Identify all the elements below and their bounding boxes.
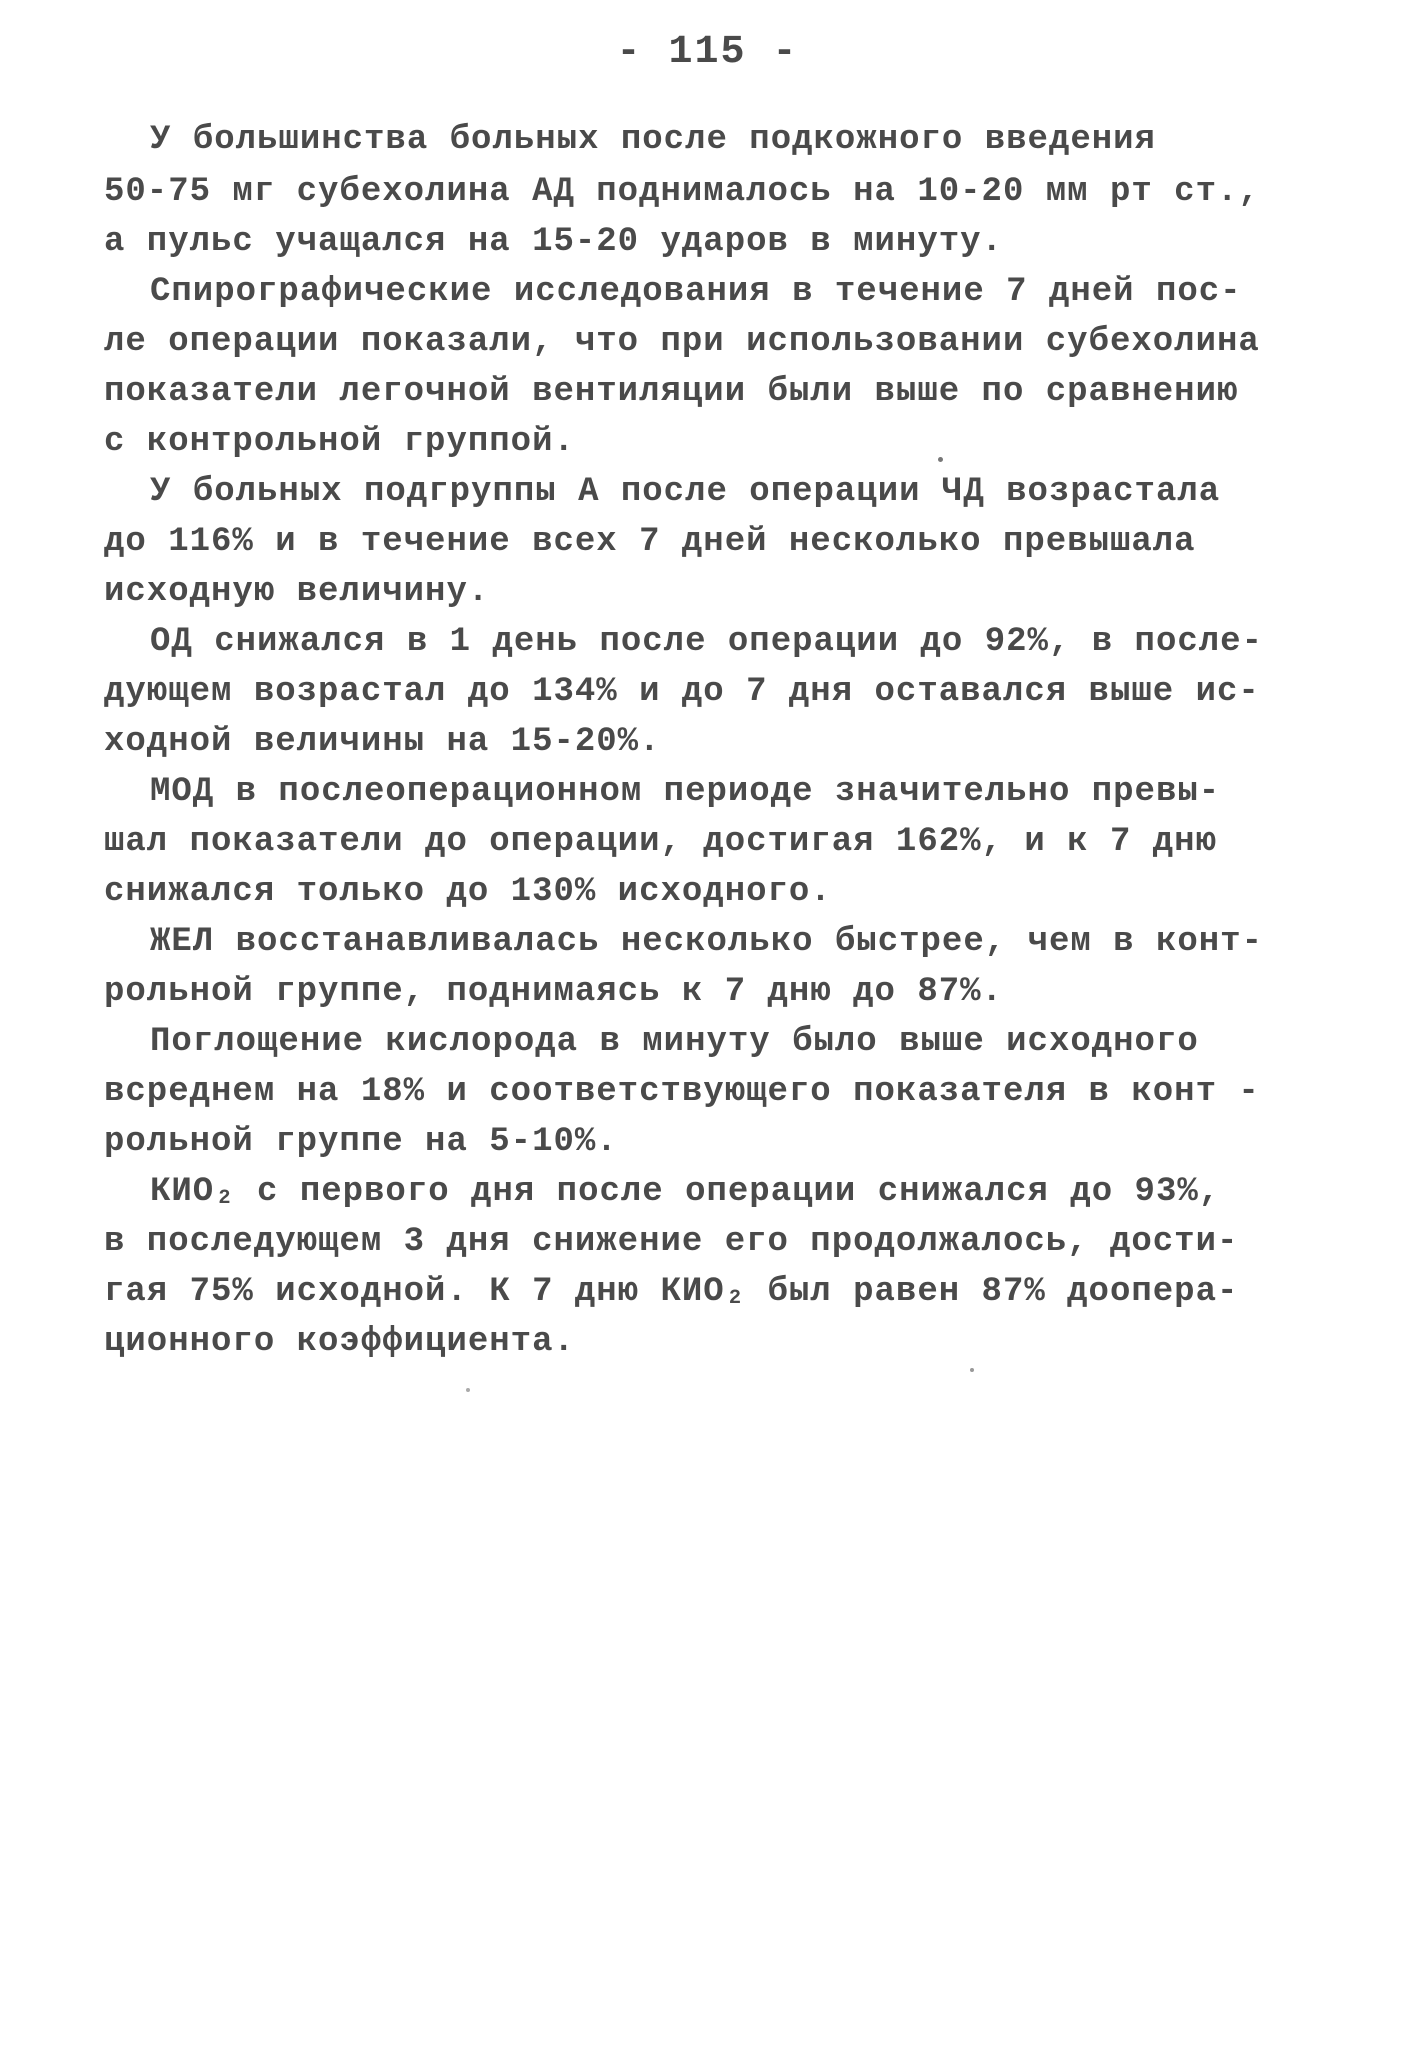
text-line: ходной величины на 15-20%. — [104, 723, 661, 761]
text-line: Поглощение кислорода в минуту было выше исходного — [150, 1023, 1199, 1061]
text-line: КИО₂ с первого дня после операции снижался до 93%, — [150, 1173, 1221, 1211]
text-line: У больных подгруппы А после операции ЧД возрастала — [150, 473, 1221, 511]
text-line: показатели легочной вентиляции были выше по сравнению — [104, 373, 1239, 411]
text-line: ционного коэффициента. — [104, 1323, 575, 1361]
text-line: всреднем на 18% и соответствующего показателя в конт - — [104, 1073, 1260, 1111]
page-number: - 115 - — [616, 30, 799, 75]
text-line: 50-75 мг субехолина АД поднималось на 10-20 мм рт ст., — [104, 173, 1260, 211]
text-line: в последующем 3 дня снижение его продолжалось, дости- — [104, 1223, 1239, 1261]
scan-speck — [970, 1368, 974, 1372]
text-line: исходную величину. — [104, 573, 490, 611]
text-line: У большинства больных после подкожного введения — [150, 121, 1156, 159]
text-line: МОД в послеоперационном периоде значительно превы- — [150, 773, 1221, 811]
text-line: гая 75% исходной. К 7 дню КИО₂ был равен 87% доопера- — [104, 1273, 1239, 1311]
text-line: ОД снижался в 1 день после операции до 92%, в после- — [150, 623, 1263, 661]
text-line: с контрольной группой. — [104, 423, 575, 461]
text-line: Спирографические исследования в течение 7 дней пос- — [150, 273, 1242, 311]
text-line: рольной группе, поднимаясь к 7 дню до 87%. — [104, 973, 1003, 1011]
text-line: а пульс учащался на 15-20 ударов в минуту. — [104, 223, 1003, 261]
text-line: ле операции показали, что при использовании субехолина — [104, 323, 1260, 361]
text-line: ЖЕЛ восстанавливалась несколько быстрее, чем в конт- — [150, 923, 1263, 961]
text-line: снижался только до 130% исходного. — [104, 873, 832, 911]
scan-speck — [938, 457, 943, 462]
text-line: рольной группе на 5-10%. — [104, 1123, 618, 1161]
text-line: дующем возрастал до 134% и до 7 дня оставался выше ис- — [104, 673, 1260, 711]
text-line: шал показатели до операции, достигая 162%, и к 7 дню — [104, 823, 1217, 861]
text-line: до 116% и в течение всех 7 дней несколько превышала — [104, 523, 1196, 561]
scan-speck — [466, 1388, 470, 1392]
